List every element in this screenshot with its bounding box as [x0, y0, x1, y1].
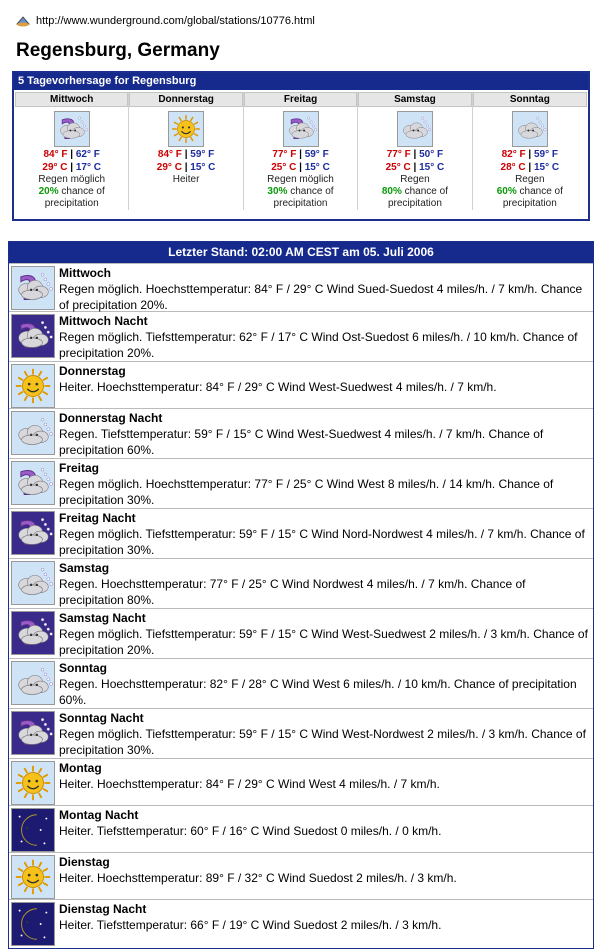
forecast-precip: precipitation [44, 198, 99, 209]
forecast-temps-f: 82° F | 59° F [501, 149, 559, 160]
rain-icon [11, 661, 55, 705]
url-bar[interactable] [16, 12, 315, 30]
forecast-condition: Regen [515, 174, 545, 185]
detail-row-icon-cell [9, 509, 57, 558]
rain-icon [11, 411, 55, 455]
detail-row-icon-cell [9, 609, 57, 658]
sun-icon [11, 364, 55, 408]
detail-row-icon-cell [9, 806, 57, 852]
forecast-temps-c: 29° C | 17° C [42, 162, 101, 173]
detail-row-text [57, 709, 593, 758]
chance-rain-icon [283, 111, 319, 147]
low-temp-c: 15° C [534, 162, 560, 173]
detail-row-description: Heiter. Tiefsttemperatur: 60° F / 16° C Wind Suedost 0 miles/h. / 0 km/h. [59, 824, 442, 838]
detail-row [9, 458, 593, 508]
night-chance-rain-icon [11, 711, 55, 755]
sun-icon [11, 855, 55, 899]
detail-row-description: Regen möglich. Tiefsttemperatur: 59° F / 15° C Wind Nord-Nordwest 4 miles/h. / 7 km/h. Chance of precipitation 30%. [59, 527, 585, 557]
high-temp-c: 25° C [385, 162, 411, 173]
rain-icon [11, 561, 55, 605]
detail-row-text [57, 264, 593, 311]
detail-row-icon-cell [9, 900, 57, 946]
detail-row-text [57, 362, 593, 408]
detail-row-description: Regen möglich. Hoechsttemperatur: 77° F / 25° C Wind West 8 miles/h. / 14 km/h. Chance of precipitation 30%. [59, 477, 554, 507]
high-temp-f: 82° F [501, 149, 526, 160]
forecast-header: 5 Tagevorhersage for Regensburg [14, 73, 588, 90]
low-temp-f: 62° F [75, 149, 100, 160]
detail-row-text [57, 409, 593, 458]
detailed-forecast-table [8, 241, 594, 949]
detail-row-text [57, 312, 593, 361]
detail-row-text [57, 509, 593, 558]
high-temp-f: 84° F [157, 149, 182, 160]
detail-row-text [57, 559, 593, 608]
forecast-temps-c: 29° C | 15° C [156, 162, 216, 173]
detail-row-description: Regen möglich. Hoechsttemperatur: 84° F / 29° C Wind Sued-Suedost 4 miles/h. / 7 km/h. Chance of precipitation 20%. [59, 282, 583, 312]
detail-row-description: Regen möglich. Tiefsttemperatur: 59° F / 15° C Wind West-Nordwest 2 miles/h. / 3 km/h. Chance of precipitation 30%. [59, 727, 586, 757]
forecast-temps-f: 84° F | 62° F [43, 149, 100, 160]
forecast-temps-f: 77° F | 50° F [386, 149, 444, 160]
detail-row [9, 311, 593, 361]
detail-row-title: Freitag Nacht [59, 511, 136, 525]
high-temp-c: 29° C [156, 162, 182, 173]
detail-row-icon-cell [9, 362, 57, 408]
high-temp-f: 77° F [386, 149, 411, 160]
detail-row-description: Heiter. Tiefsttemperatur: 66° F / 19° C Wind Suedost 2 miles/h. / 3 km/h. [59, 918, 442, 932]
chance-rain-icon [11, 266, 55, 310]
rain-icon [397, 111, 433, 147]
forecast-condition: Regen möglich [38, 174, 106, 185]
page-title: Regensburg, Germany [16, 40, 220, 61]
detail-row-title: Montag Nacht [59, 808, 139, 822]
detail-row-icon-cell [9, 459, 57, 508]
forecast-temps-c: 25° C | 15° C [271, 162, 330, 173]
detail-row-title: Samstag [59, 561, 110, 575]
forecast-day-name: Freitag [244, 92, 357, 107]
detail-rows [9, 263, 593, 946]
chance-rain-icon [11, 461, 55, 505]
night-chance-rain-icon [11, 611, 55, 655]
detail-row [9, 558, 593, 608]
detail-row-description: Regen. Tiefsttemperatur: 59° F / 15° C Wind West-Suedwest 4 miles/h. / 7 km/h. Chance of precipitation 60%. [59, 427, 544, 457]
chance-suffix: chance of [61, 186, 105, 197]
moon-icon [11, 902, 55, 946]
detail-row-text [57, 853, 593, 899]
detail-row-description: Regen möglich. Tiefsttemperatur: 59° F / 15° C Wind West-Suedwest 2 miles/h. / 3 km/h. Chance of precipitation 20%. [59, 627, 588, 657]
detail-row-title: Samstag Nacht [59, 611, 146, 625]
detail-header: Letzter Stand: 02:00 AM CEST am 05. Juli 2006 [9, 242, 593, 263]
detail-row-description: Regen. Hoechsttemperatur: 82° F / 28° C Wind West 6 miles/h. / 10 km/h. Chance of precipitation 60%. [59, 677, 577, 707]
forecast-day [358, 92, 472, 210]
detail-row-title: Donnerstag [59, 364, 126, 378]
detail-row-description: Heiter. Hoechsttemperatur: 84° F / 29° C Wind West 4 miles/h. / 7 km/h. [59, 777, 440, 791]
detail-row-title: Dienstag Nacht [59, 902, 147, 916]
low-temp-f: 59° F [190, 149, 215, 160]
detail-row [9, 608, 593, 658]
detail-row-icon-cell [9, 559, 57, 608]
chance-value: 80% [381, 186, 402, 197]
moon-icon [11, 808, 55, 852]
forecast-day-name: Mittwoch [15, 92, 128, 107]
detail-row-icon-cell [9, 853, 57, 899]
night-chance-rain-icon [11, 511, 55, 555]
forecast-temps-c: 25° C | 15° C [385, 162, 445, 173]
detail-row-title: Donnerstag Nacht [59, 411, 163, 425]
detail-row-title: Mittwoch [59, 266, 111, 280]
low-temp-c: 17° C [75, 162, 101, 173]
detail-row-description: Heiter. Hoechsttemperatur: 84° F / 29° C Wind West-Suedwest 4 miles/h. / 7 km/h. [59, 380, 497, 394]
detail-row-title: Dienstag [59, 855, 110, 869]
detail-row-title: Montag [59, 761, 102, 775]
detail-row [9, 408, 593, 458]
detail-row [9, 805, 593, 852]
chance-value: 30% [267, 186, 288, 197]
sun-icon [168, 111, 204, 147]
detail-row-title: Freitag [59, 461, 100, 475]
chance-suffix: chance of [290, 186, 334, 197]
chance-suffix: chance of [404, 186, 448, 197]
forecast-condition: Heiter [172, 174, 200, 185]
forecast-day [473, 92, 587, 210]
chance-suffix: chance of [519, 186, 563, 197]
forecast-chance [473, 186, 587, 198]
forecast-precip: precipitation [387, 198, 442, 209]
detail-row-description: Heiter. Hoechsttemperatur: 89° F / 32° C Wind Suedost 2 miles/h. / 3 km/h. [59, 871, 457, 885]
detail-row-text [57, 759, 593, 805]
forecast-day [15, 92, 129, 210]
low-temp-f: 50° F [419, 149, 444, 160]
detail-row-icon-cell [9, 759, 57, 805]
detail-row-text [57, 900, 593, 946]
rain-icon [512, 111, 548, 147]
detail-row-icon-cell [9, 409, 57, 458]
forecast-temps-f: 77° F | 59° F [272, 149, 329, 160]
detail-row-text [57, 459, 593, 508]
forecast-temps-c: 28° C | 15° C [500, 162, 560, 173]
forecast-chance [244, 186, 357, 198]
detail-row-title: Mittwoch Nacht [59, 314, 148, 328]
night-chance-rain-icon [11, 314, 55, 358]
detail-row-description: Regen möglich. Tiefsttemperatur: 62° F / 17° C Wind Ost-Suedost 6 miles/h. / 10 km/h. Chance of precipitation 20%. [59, 330, 578, 360]
low-temp-f: 59° F [534, 149, 559, 160]
detail-row-icon-cell [9, 709, 57, 758]
forecast-days [14, 90, 588, 210]
detail-row [9, 508, 593, 558]
sun-icon [11, 761, 55, 805]
detail-row-title: Sonntag [59, 661, 107, 675]
detail-row-icon-cell [9, 264, 57, 311]
chance-value: 60% [496, 186, 517, 197]
high-temp-c: 28° C [500, 162, 526, 173]
low-temp-c: 15° C [190, 162, 216, 173]
high-temp-c: 25° C [271, 162, 297, 173]
detail-row-icon-cell [9, 312, 57, 361]
forecast-day-name: Donnerstag [129, 92, 242, 107]
five-day-forecast-panel [12, 71, 590, 221]
detail-row [9, 852, 593, 899]
detail-row-text [57, 806, 593, 852]
forecast-chance [15, 186, 128, 198]
forecast-condition: Regen möglich [267, 174, 334, 185]
forecast-day-name: Samstag [358, 92, 471, 107]
forecast-day-name: Sonntag [473, 92, 587, 107]
forecast-precip: precipitation [273, 198, 328, 209]
forecast-day [129, 92, 243, 210]
detail-row-text [57, 659, 593, 708]
chance-rain-icon [54, 111, 90, 147]
detail-row-title: Sonntag Nacht [59, 711, 144, 725]
forecast-temps-f: 84° F | 59° F [157, 149, 215, 160]
detail-row [9, 899, 593, 946]
low-temp-c: 15° C [304, 162, 330, 173]
forecast-day [244, 92, 358, 210]
chance-value: 20% [38, 186, 59, 197]
high-temp-f: 84° F [43, 149, 68, 160]
detail-row [9, 361, 593, 408]
low-temp-c: 15° C [419, 162, 445, 173]
low-temp-f: 59° F [304, 149, 329, 160]
detail-row [9, 708, 593, 758]
forecast-chance [358, 186, 471, 198]
detail-row-text [57, 609, 593, 658]
forecast-precip: precipitation [502, 198, 557, 209]
high-temp-f: 77° F [272, 149, 297, 160]
detail-row-description: Regen. Hoechsttemperatur: 77° F / 25° C Wind Nordwest 4 miles/h. / 7 km/h. Chance of precipitation 80%. [59, 577, 526, 607]
detail-row [9, 658, 593, 708]
page-url[interactable]: http://www.wunderground.com/global/stations/10776.html [36, 15, 315, 27]
browser-favicon-icon [16, 15, 30, 27]
detail-row [9, 758, 593, 805]
detail-row [9, 263, 593, 311]
detail-row-icon-cell [9, 659, 57, 708]
high-temp-c: 29° C [42, 162, 68, 173]
forecast-condition: Regen [400, 174, 430, 185]
